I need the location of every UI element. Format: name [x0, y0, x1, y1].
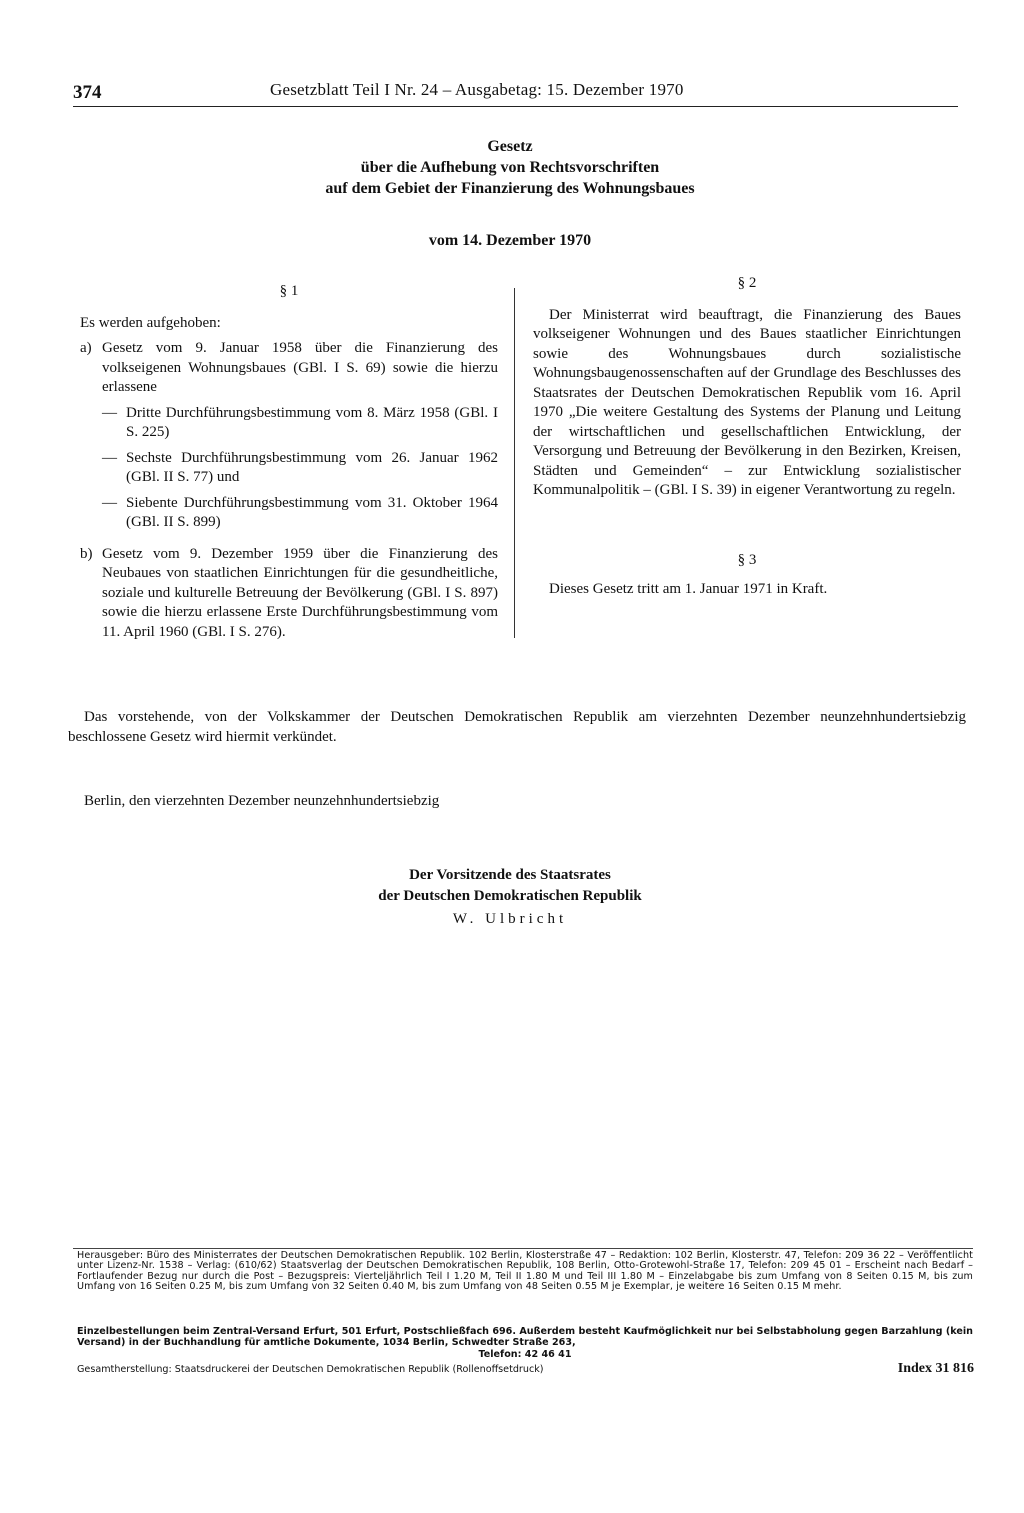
index-number: Index 31 816 [897, 1361, 974, 1376]
list-item-a [80, 339, 498, 539]
law-date: vom 14. Dezember 1970 [428, 232, 592, 249]
signatory-title [200, 865, 820, 907]
signatory-line-1: Der Vorsitzende des Staatsrates [409, 867, 611, 883]
imprint-printer: Gesamtherstellung: Staatsdruckerei der Deutschen Demokratischen Republik (Rollenoffsetdruck) [77, 1364, 544, 1375]
section-3-sign: § 3 [737, 551, 757, 568]
imprint-phone: Telefon: 42 46 41 [478, 1349, 572, 1360]
title-line-3: auf dem Gebiet der Finanzierung des Wohnungsbaues [325, 180, 695, 197]
section-1-sign: § 1 [279, 283, 299, 299]
section-2-sign: § 2 [737, 275, 757, 291]
page-number: 374 [73, 82, 102, 103]
imprint-rule [73, 1248, 973, 1249]
section-2-text: Der Ministerrat wird beauftragt, die Finanzierung des Baues volkseigener Wohnungen und des Baues staatlicher Einrichtungen sowie des Wohnungsbaues durch sozialistische Wohnungsbaugenossenschaften auf der Grundlage des Beschlusses des Staatsrates der Deutschen Demokratischen Republik vom 16. April 1970 „Die weitere Gestaltung des Systems der Planung und Leitung der wirtschaftlichen und gesellschaftlichen Entwicklung, der Versorgung und Betreuung der Bevölkerung in den Bezirken, Kreisen, Städten und Gemeinden“ – zur Entwicklung sozialistischer Kommunalpolitik – (GBl. I S. 39) in eigener Verantwortung zu regeln. [533, 306, 961, 498]
list-item-marker: a) [80, 340, 92, 356]
list-item-text: Gesetz vom 9. Dezember 1959 über die Finanzierung des Neubaues von staatlichen Einrichtungen für die gesundheitliche, soziale und kulturelle Betreuung der Bevölkerung (GBl. I S. 897) sowie die hierzu erlassene Erste Durchführungsbestimmung vom 11. April 1960 (GBl. I S. 276). [102, 545, 498, 640]
signature-name: W. Ulbricht [452, 911, 568, 927]
place-and-date: Berlin, den vierzehnten Dezember neunzehnhundertsiebzig [84, 793, 440, 809]
column-divider [514, 288, 515, 638]
section-3-text: Dieses Gesetz tritt am 1. Januar 1971 in Kraft. [549, 581, 828, 597]
header-rule [73, 106, 958, 107]
sub-item-marker: — [102, 404, 117, 421]
title-line-2: über die Aufhebung von Rechtsvorschriften [360, 159, 660, 176]
list-item-body [102, 339, 498, 539]
law-title [170, 136, 850, 199]
running-head: Gesetzblatt Teil I Nr. 24 – Ausgabetag: 15. Dezember 1970 [270, 80, 684, 99]
sub-item-text: Sechste Durchführungsbestimmung vom 26. Januar 1962 (GBl. II S. 77) und [126, 449, 498, 485]
sub-item [102, 404, 498, 443]
sub-item-text: Siebente Durchführungsbestimmung vom 31. Oktober 1964 (GBl. II S. 899) [126, 494, 498, 530]
sub-item-marker: — [102, 494, 117, 511]
list-item-text: Gesetz vom 9. Januar 1958 über die Finanzierung des volkseigenen Wohnungsbaues (GBl. I S. 69) sowie die hierzu erlassene [102, 340, 498, 395]
title-line-1: Gesetz [487, 138, 533, 155]
section-1-intro: Es werden aufgehoben: [80, 314, 221, 331]
proclamation-text: Das vorstehende, von der Volkskammer der Deutschen Demokratischen Republik am vierzehnten Dezember neunzehnhundertsiebzig beschlossene Gesetz wird hiermit verkündet. [68, 709, 966, 745]
signatory-line-2: der Deutschen Demokratischen Republik [378, 888, 642, 904]
list-item-b [80, 545, 498, 643]
section-2-and-3 [533, 274, 961, 600]
imprint-orders: Einzelbestellungen beim Zentral-Versand Erfurt, 501 Erfurt, Postschließfach 696. Außerdem besteht Kaufmöglichkeit nur bei Selbstabholung gegen Barzahlung (kein Versand) in der Buchhandlung für amtliche Dokumente, 1034 Berlin, Schwedter Straße 263, [77, 1326, 973, 1348]
imprint-publisher: Herausgeber: Büro des Ministerrates der Deutschen Demokratischen Republik. 102 Berlin, Klosterstraße 47 – Redaktion: 102 Berlin, Klosterstr. 47, Telefon: 209 36 22 – Veröffentlicht unter Lizenz-Nr. 1538 – Verlag: (610/62) Staatsverlag der Deutschen Demokratischen Republik, 108 Berlin, Otto-Grotewohl-Straße 17, Telefon: 209 45 01 – Erscheint nach Bedarf – Fortlaufender Bezug nur durch die Post – Bezugspreis: Vierteljährlich Teil I 1.20 M, Teil II 1.80 M und Teil III 1.80 M – Einzelabgabe bis zum Umfang von 8 Seiten 0.15 M, bis zum Umfang von 16 Seiten 0.25 M, bis zum Umfang von 32 Seiten 0.40 M, bis zum Umfang von 48 Seiten 0.55 M je Exemplar, je weitere 16 Seiten 0.15 M mehr. [77, 1250, 973, 1293]
sub-item [102, 494, 498, 533]
section-1 [80, 282, 498, 648]
sub-item-text: Dritte Durchführungsbestimmung vom 8. März 1958 (GBl. I S. 225) [126, 404, 498, 440]
sub-item [102, 449, 498, 488]
list-item-marker: b) [80, 545, 93, 562]
sub-item-marker: — [102, 449, 117, 466]
